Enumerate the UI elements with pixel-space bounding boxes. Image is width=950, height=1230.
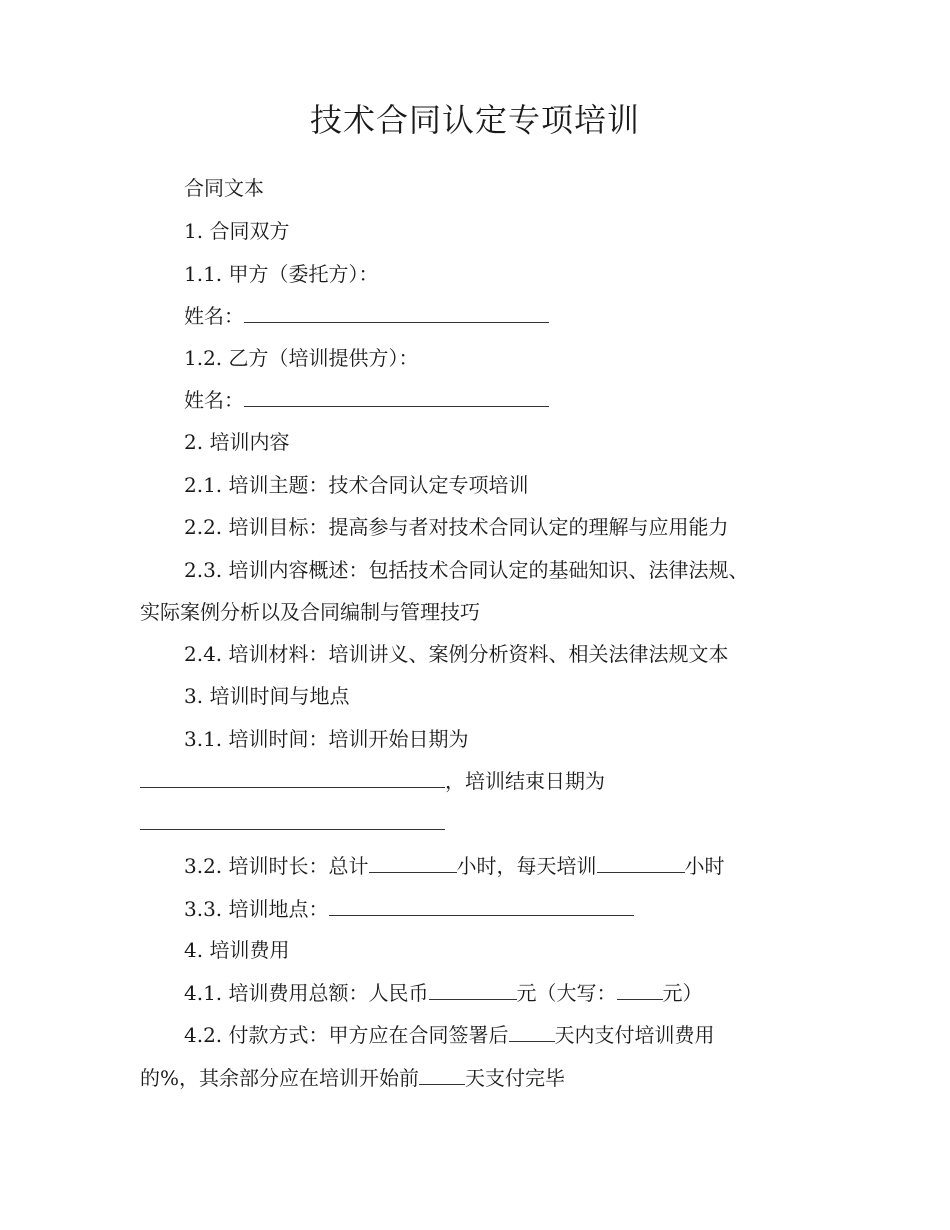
fee-uppercase-label: 元（大写：: [516, 981, 617, 1005]
clause-4-2-continued: [140, 1063, 565, 1093]
end-date-blank: [140, 809, 445, 830]
clause-3: 3. 培训时间与地点: [184, 684, 350, 708]
end-date-label: ，培训结束日期为: [445, 769, 605, 793]
fee-amount-blank: [429, 979, 517, 1000]
clause-3-2: [184, 851, 725, 881]
remaining-payment-label: 的%，其余部分应在培训开始前: [140, 1066, 420, 1090]
party-a-name-label: 姓名：: [184, 304, 244, 328]
clause-2-1: 2.1. 培训主题：技术合同认定专项培训: [184, 473, 529, 497]
clause-2-2: 2.2. 培训目标：提高参与者对技术合同认定的理解与应用能力: [184, 515, 729, 539]
payment-terms-label: 4.2. 付款方式：甲方应在合同签署后: [184, 1023, 509, 1047]
location-label: 3.3. 培训地点：: [184, 897, 329, 921]
party-a-name-line: [184, 301, 549, 331]
clause-2: 2. 培训内容: [184, 430, 290, 454]
fee-total-label: 4.1. 培训费用总额：人民币: [184, 981, 429, 1005]
payment-days-blank: [509, 1021, 555, 1042]
party-b-name-blank: [244, 386, 549, 407]
clause-3-3: [184, 894, 634, 924]
remaining-payment-tail: 天支付完毕: [465, 1066, 566, 1090]
daily-hours-blank: [597, 852, 685, 873]
total-hours-blank: [369, 852, 457, 873]
party-b-name-line: [184, 385, 549, 415]
party-a-name-blank: [244, 302, 549, 323]
clause-4-1: [184, 978, 703, 1008]
clause-2-4: 2.4. 培训材料：培训讲义、案例分析资料、相关法律法规文本: [184, 642, 729, 666]
start-date-line: [140, 766, 605, 796]
clause-1-1: 1.1. 甲方（委托方）：: [184, 262, 379, 286]
fee-unit-close: 元）: [662, 981, 703, 1005]
start-date-blank: [140, 767, 445, 788]
hours-unit: 小时: [684, 854, 725, 878]
clause-1: 1. 合同双方: [184, 219, 290, 243]
clause-4: 4. 培训费用: [184, 938, 290, 962]
location-blank: [329, 895, 634, 916]
document-title: 技术合同认定专项培训: [309, 101, 640, 139]
clause-1-2: 1.2. 乙方（培训提供方）：: [184, 346, 419, 370]
payment-terms-tail: 天内支付培训费用: [554, 1023, 715, 1047]
party-b-name-label: 姓名：: [184, 388, 244, 412]
section-heading: 合同文本: [184, 176, 264, 200]
clause-3-1: 3.1. 培训时间：培训开始日期为: [184, 727, 469, 751]
end-date-line: [140, 808, 445, 838]
clause-4-2: [184, 1020, 715, 1050]
clause-2-3: 2.3. 培训内容概述：包括技术合同认定的基础知识、法律法规、: [184, 558, 749, 582]
duration-daily-label: 小时，每天培训: [456, 854, 597, 878]
clause-2-3-continued: 实际案例分析以及合同编制与管理技巧: [140, 600, 480, 624]
duration-total-label: 3.2. 培训时长：总计: [184, 854, 369, 878]
remaining-days-blank: [419, 1064, 465, 1085]
fee-uppercase-blank: [617, 979, 663, 1000]
